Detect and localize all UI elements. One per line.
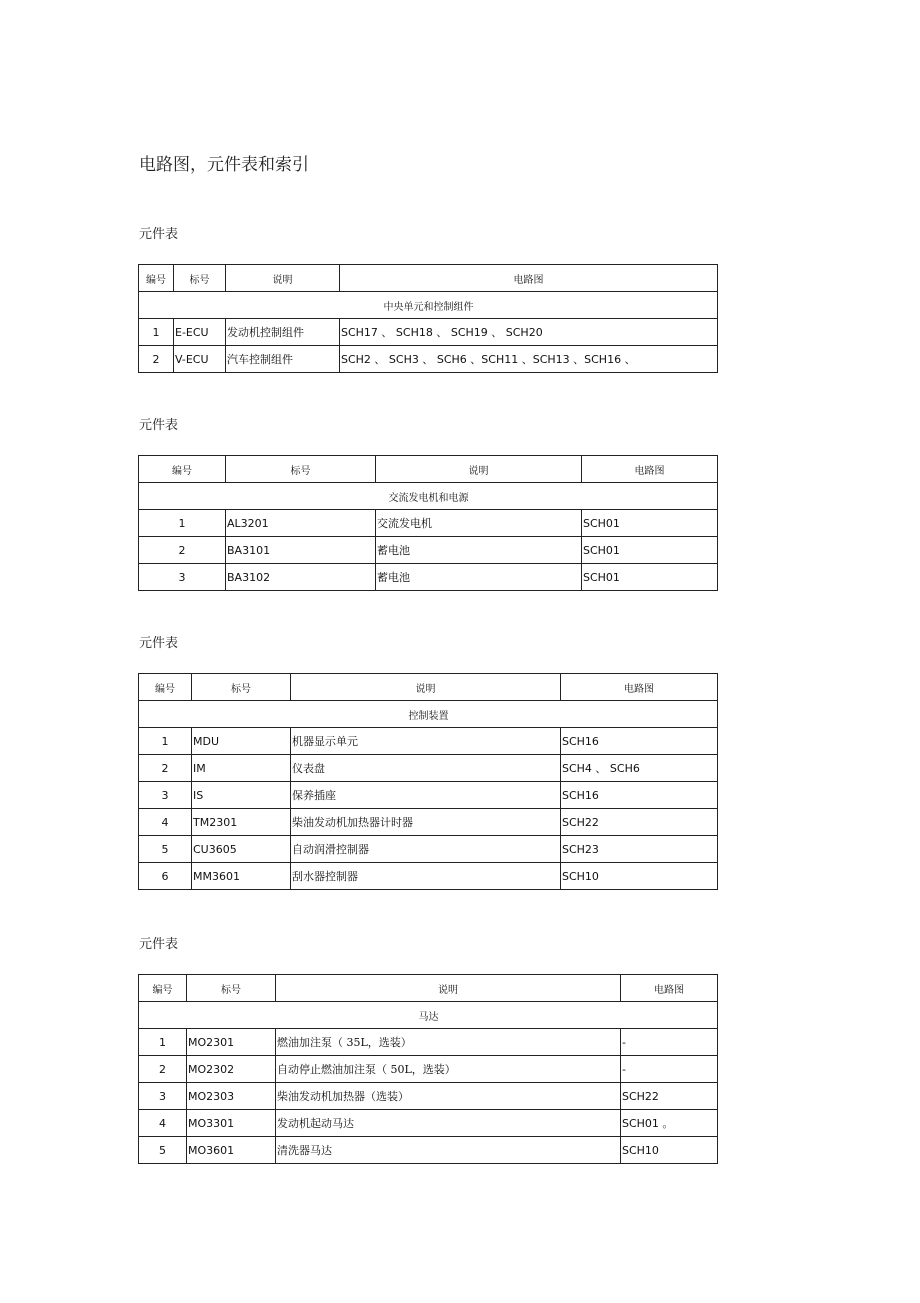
cell-number: 1 <box>139 319 174 346</box>
cell-label: MO2301 <box>187 1029 276 1056</box>
table-row <box>139 564 718 591</box>
cell-circuit: SCH01 。 <box>621 1110 718 1137</box>
cell-label: MO3601 <box>187 1137 276 1164</box>
table-row <box>139 836 718 863</box>
cell-description: 燃油加注泵（ 35L，选装） <box>276 1029 621 1056</box>
table-row <box>139 755 718 782</box>
header-number: 编号 <box>139 674 192 701</box>
cell-label: BA3102 <box>226 564 376 591</box>
cell-circuit: SCH2 、 SCH3 、 SCH6 、SCH11 、SCH13 、SCH16 、 <box>340 346 718 373</box>
cell-number: 4 <box>139 809 192 836</box>
table-row <box>139 728 718 755</box>
cell-circuit: SCH22 <box>561 809 718 836</box>
cell-description: 保养插座 <box>291 782 561 809</box>
table-header-row <box>139 265 718 292</box>
cell-number: 5 <box>139 836 192 863</box>
table-header-row <box>139 975 718 1002</box>
table-row <box>139 782 718 809</box>
cell-circuit: SCH4 、 SCH6 <box>561 755 718 782</box>
group-title: 马达 <box>139 1002 718 1029</box>
cell-circuit: SCH01 <box>582 564 718 591</box>
cell-number: 3 <box>139 564 226 591</box>
cell-label: AL3201 <box>226 510 376 537</box>
cell-description: 柴油发动机加热器（选装） <box>276 1083 621 1110</box>
component-table <box>138 455 718 591</box>
table-row <box>139 863 718 890</box>
cell-circuit: SCH10 <box>561 863 718 890</box>
cell-label: MO3301 <box>187 1110 276 1137</box>
table-row <box>139 510 718 537</box>
cell-description: 仪表盘 <box>291 755 561 782</box>
header-label: 标号 <box>226 456 376 483</box>
cell-description: 汽车控制组件 <box>226 346 340 373</box>
group-title: 交流发电机和电源 <box>139 483 718 510</box>
table-row <box>139 1110 718 1137</box>
cell-description: 柴油发动机加热器计时器 <box>291 809 561 836</box>
group-title: 中央单元和控制组件 <box>139 292 718 319</box>
cell-number: 2 <box>139 1056 187 1083</box>
cell-label: MO2303 <box>187 1083 276 1110</box>
cell-label: V-ECU <box>174 346 226 373</box>
cell-number: 2 <box>139 346 174 373</box>
header-description: 说明 <box>226 265 340 292</box>
component-table <box>138 673 718 890</box>
cell-label: IS <box>192 782 291 809</box>
section-title: 元件表 <box>139 227 179 242</box>
component-table <box>138 264 718 373</box>
cell-label: E-ECU <box>174 319 226 346</box>
cell-description: 机器显示单元 <box>291 728 561 755</box>
group-title: 控制装置 <box>139 701 718 728</box>
section-title: 元件表 <box>139 636 179 651</box>
cell-number: 1 <box>139 510 226 537</box>
cell-description: 发动机起动马达 <box>276 1110 621 1137</box>
cell-number: 3 <box>139 782 192 809</box>
cell-circuit: SCH01 <box>582 510 718 537</box>
cell-description: 自动润滑控制器 <box>291 836 561 863</box>
section-title: 元件表 <box>139 937 179 952</box>
cell-number: 2 <box>139 537 226 564</box>
table-row <box>139 1029 718 1056</box>
cell-number: 2 <box>139 755 192 782</box>
cell-circuit: SCH22 <box>621 1083 718 1110</box>
cell-circuit: - <box>621 1029 718 1056</box>
cell-description: 蓄电池 <box>376 564 582 591</box>
table-header-row <box>139 456 718 483</box>
cell-description: 清洗器马达 <box>276 1137 621 1164</box>
header-label: 标号 <box>174 265 226 292</box>
header-number: 编号 <box>139 265 174 292</box>
header-number: 编号 <box>139 456 226 483</box>
cell-label: CU3605 <box>192 836 291 863</box>
cell-number: 1 <box>139 1029 187 1056</box>
cell-circuit: SCH10 <box>621 1137 718 1164</box>
table-row <box>139 346 718 373</box>
section-title: 元件表 <box>139 418 179 433</box>
cell-description: 发动机控制组件 <box>226 319 340 346</box>
header-circuit-diagram: 电路图 <box>582 456 718 483</box>
table-row <box>139 319 718 346</box>
table-row <box>139 537 718 564</box>
header-description: 说明 <box>291 674 561 701</box>
header-label: 标号 <box>187 975 276 1002</box>
cell-label: MDU <box>192 728 291 755</box>
table-row <box>139 809 718 836</box>
cell-label: IM <box>192 755 291 782</box>
cell-number: 5 <box>139 1137 187 1164</box>
table-row <box>139 1083 718 1110</box>
header-description: 说明 <box>276 975 621 1002</box>
table-row <box>139 1137 718 1164</box>
cell-label: BA3101 <box>226 537 376 564</box>
cell-description: 刮水器控制器 <box>291 863 561 890</box>
cell-number: 3 <box>139 1083 187 1110</box>
page-title: 电路图，元件表和索引 <box>139 155 309 175</box>
cell-circuit: SCH16 <box>561 782 718 809</box>
cell-label: MM3601 <box>192 863 291 890</box>
cell-label: TM2301 <box>192 809 291 836</box>
table-header-row <box>139 674 718 701</box>
component-table <box>138 974 718 1164</box>
cell-circuit: SCH17 、 SCH18 、 SCH19 、 SCH20 <box>340 319 718 346</box>
header-circuit-diagram: 电路图 <box>561 674 718 701</box>
header-number: 编号 <box>139 975 187 1002</box>
cell-number: 1 <box>139 728 192 755</box>
cell-description: 自动停止燃油加注泵（ 50L，选装） <box>276 1056 621 1083</box>
cell-circuit: SCH23 <box>561 836 718 863</box>
cell-number: 6 <box>139 863 192 890</box>
cell-circuit: - <box>621 1056 718 1083</box>
cell-label: MO2302 <box>187 1056 276 1083</box>
header-circuit-diagram: 电路图 <box>621 975 718 1002</box>
cell-description: 交流发电机 <box>376 510 582 537</box>
table-row <box>139 1056 718 1083</box>
cell-description: 蓄电池 <box>376 537 582 564</box>
header-description: 说明 <box>376 456 582 483</box>
header-circuit-diagram: 电路图 <box>340 265 718 292</box>
header-label: 标号 <box>192 674 291 701</box>
cell-number: 4 <box>139 1110 187 1137</box>
cell-circuit: SCH16 <box>561 728 718 755</box>
cell-circuit: SCH01 <box>582 537 718 564</box>
